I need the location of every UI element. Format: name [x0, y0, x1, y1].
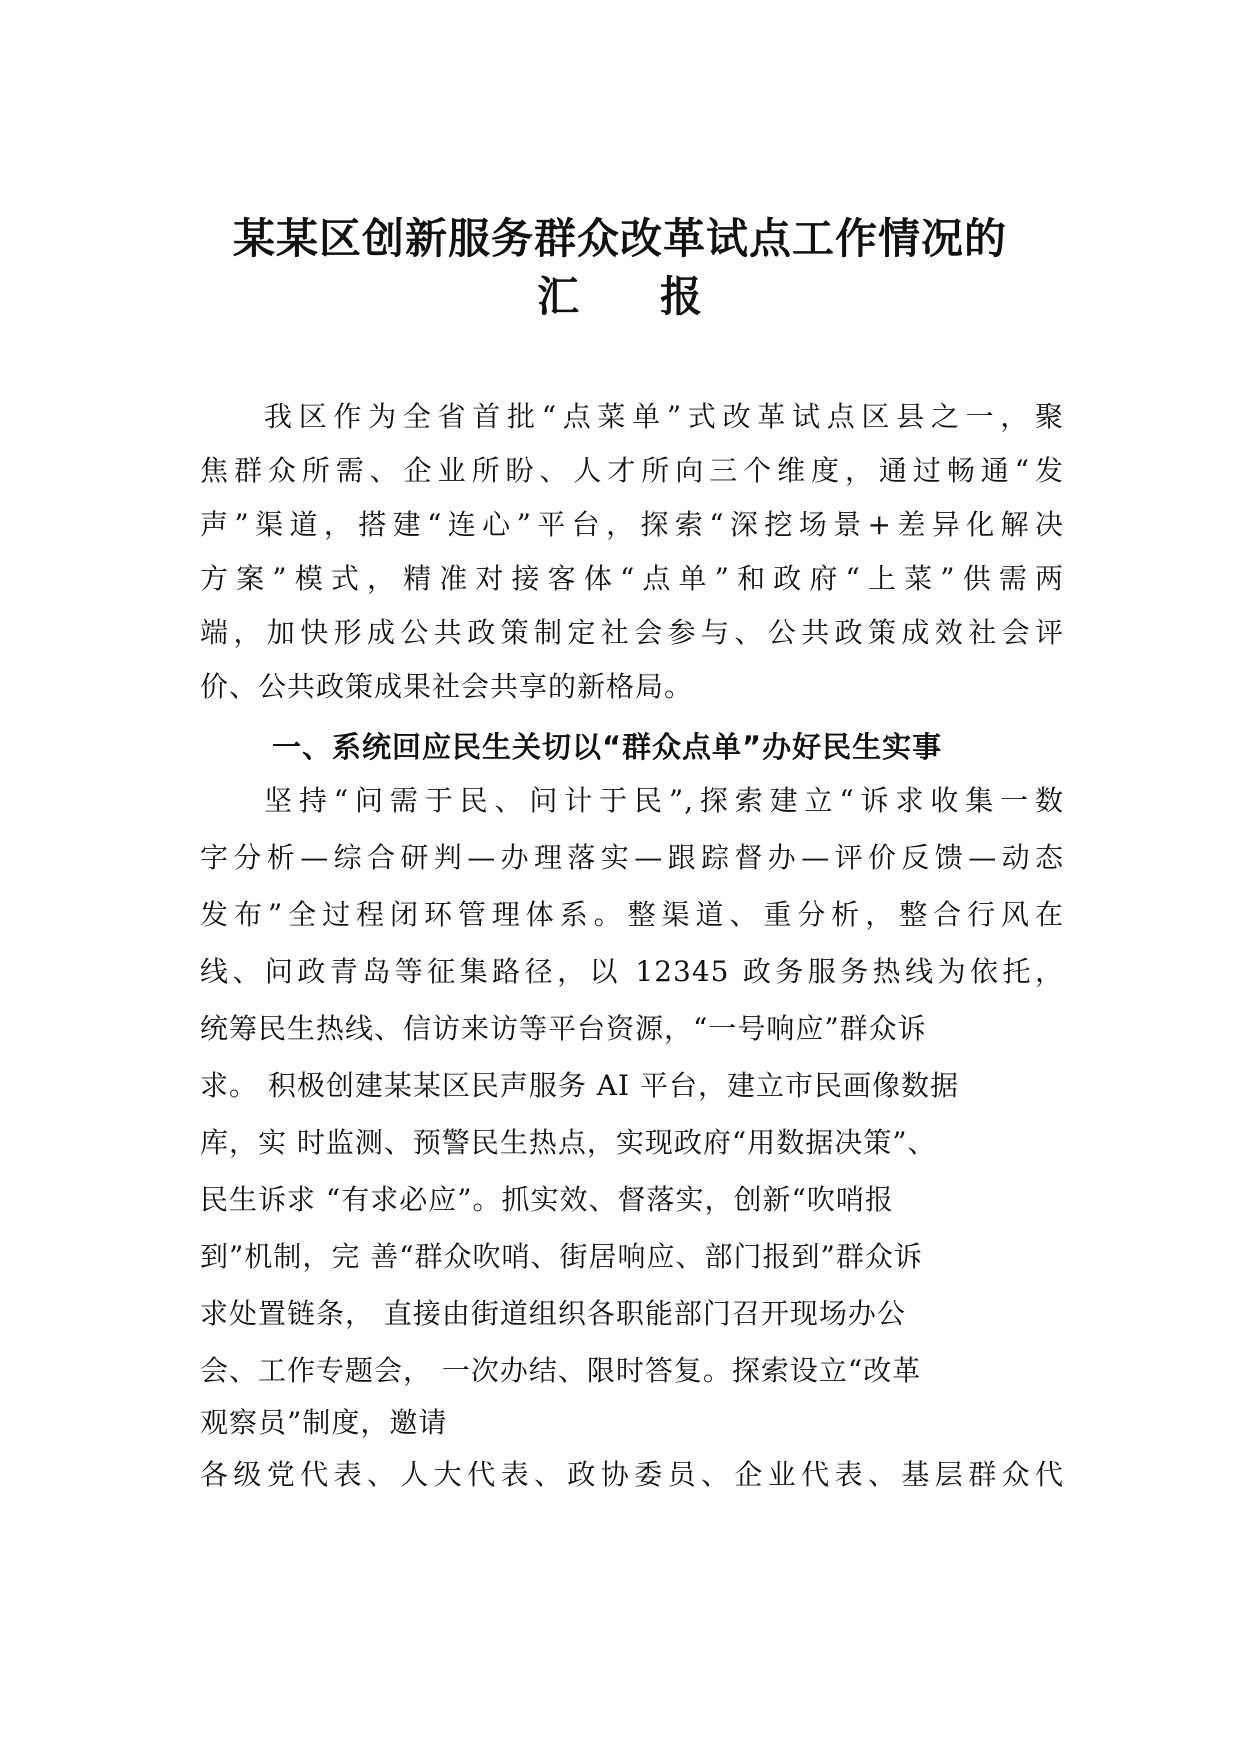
paragraph-line: 焦群众所需、企业所盼、人才所向三个维度，通过畅通“发 — [200, 454, 1064, 487]
paragraph-line: 发布”全过程闭环管理体系。整渠道、重分析，整合行风在 — [200, 898, 1064, 931]
title-word-bao: 报 — [660, 272, 704, 321]
paragraph-line: 到”机制，完 善“群众吹哨、街居响应、部门报到”群众诉 — [200, 1240, 923, 1273]
title-line-2 — [150, 268, 1090, 326]
paragraph-line: 各级党代表、人大代表、政协委员、企业代表、基层群众代 — [200, 1458, 1064, 1491]
paragraph-line: 价、公共政策成果社会共享的新格局。 — [200, 670, 694, 703]
paragraph-line: 线、问政青岛等征集路径，以 12345 政务服务热线为依托， — [200, 955, 1064, 988]
paragraph-line: 求处置链条， 直接由街道组织各职能部门召开现场办公 — [200, 1297, 906, 1330]
paragraph-line: 求。 积极创建某某区民声服务 AI 平台，建立市民画像数据 — [200, 1069, 959, 1102]
paragraph-line: 端，加快形成公共政策制定社会参与、公共政策成效社会评 — [200, 616, 1064, 649]
paragraph-line: 我区作为全省首批“点菜单”式改革试点区县之一，聚 — [264, 400, 1064, 433]
paragraph-line: 会、工作专题会， 一次办结、限时答复。探索设立“改革 — [200, 1354, 922, 1387]
title-line-1: 某某区创新服务群众改革试点工作情况的 — [232, 214, 1007, 263]
paragraph-line: 统筹民生热线、信访来访等平台资源，“一号响应”群众诉 — [200, 1012, 927, 1045]
paragraph-line: 字分析—综合研判—办理落实—跟踪督办—评价反馈—动态 — [200, 841, 1064, 874]
paragraph-line: 观察员”制度，邀请 — [200, 1406, 448, 1439]
paragraph-line: 民生诉求 “有求必应”。抓实效、督落实，创新“吹哨报 — [200, 1183, 894, 1216]
paragraph-line: 方案”模式，精准对接客体“点单”和政府“上菜”供需两 — [200, 562, 1064, 595]
section-heading: 一、系统回应民生关切以“群众点单”办好民生实事 — [272, 730, 943, 764]
paragraph-line: 声”渠道，搭建“连心”平台，探索“深挖场景+差异化解决 — [200, 508, 1064, 541]
title-word-hui: 汇 — [536, 272, 580, 321]
document-title — [150, 210, 1090, 326]
paragraph-line: 库，实 时监测、预警民生热点，实现政府“用数据决策”、 — [200, 1126, 937, 1159]
paragraph-line: 坚持“问需于民、问计于民”,探索建立“诉求收集一数 — [264, 784, 1064, 817]
